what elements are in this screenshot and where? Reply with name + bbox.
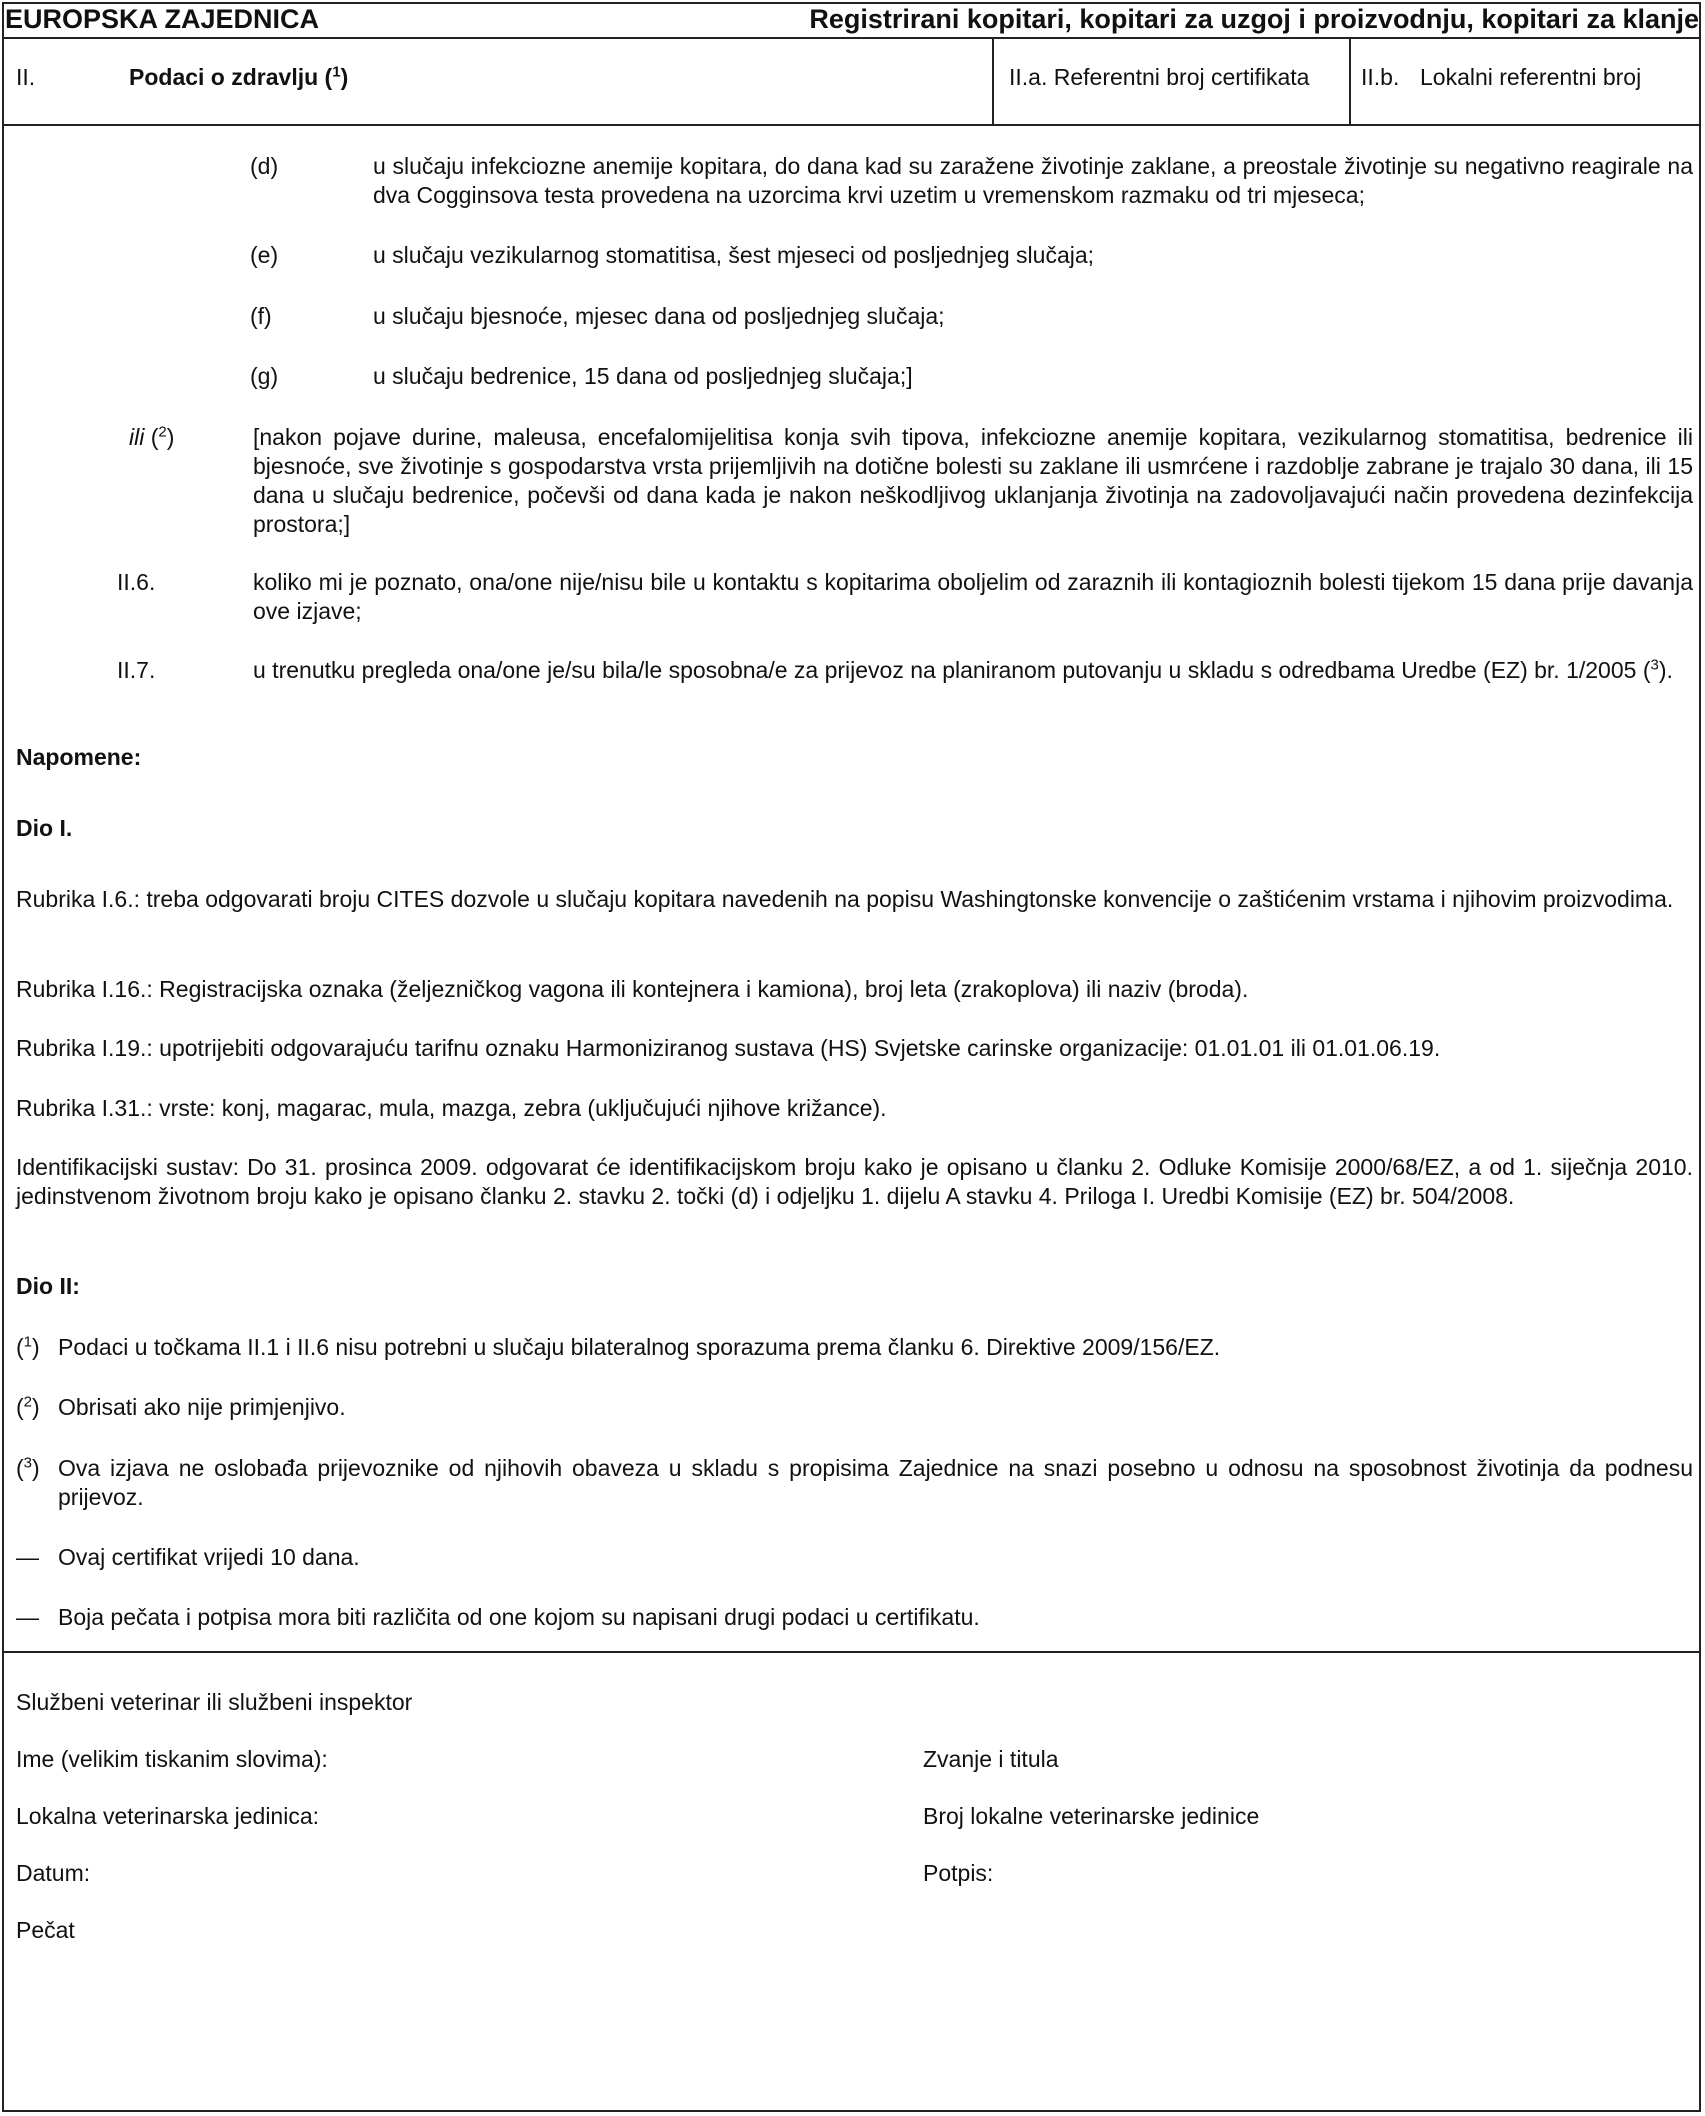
header-right-title: Registrirani kopitari, kopitari za uzgoj i proizvodnju, kopitari za klanje <box>809 4 1699 34</box>
section-roman: II. <box>16 64 36 90</box>
title-label: Zvanje i titula <box>923 1746 1059 1772</box>
name-label: Ime (velikim tiskanim slovima): <box>16 1746 328 1772</box>
note-rubrika-i31: Rubrika I.31.: vrste: konj, magarac, mula, mazga, zebra (uključujući njihove križance). <box>16 1095 887 1121</box>
item-mark-e: (e) <box>250 242 279 268</box>
ref-cert-label: II.a. Referentni broj certifikata <box>1009 64 1310 90</box>
ref-local-num: II.b. <box>1361 64 1400 90</box>
note-rubrika-i6: Rubrika I.6.: treba odgovarati broju CITES dozvole u slučaju kopitara navedenih na popisu Washingtonske konvencije o zaštićenim vrstama i njihovim proizvodima. <box>16 886 1674 912</box>
item-mark-f: (f) <box>250 303 272 329</box>
footnote-text-3: Ova izjava ne oslobađa prijevoznike od njihovih obaveza u skladu s propisima Zajednice na snazi posebno u odnosu na sposobnost životinja da podnesu prijevoz. <box>58 1455 1693 1510</box>
note-rubrika-i19: Rubrika I.19.: upotrijebiti odgovarajuću tarifnu oznaku Harmoniziranog sustava (HS) Svjetske carinske organizacije: 01.01.01 ili 01.01.06.19. <box>16 1035 1441 1061</box>
official-label: Službeni veterinar ili službeni inspektor <box>16 1689 413 1715</box>
signature-label: Potpis: <box>923 1860 994 1886</box>
header-divider <box>2 37 1701 39</box>
part1-heading: Dio I. <box>16 815 73 841</box>
footnote-text-1: Podaci u točkama II.1 i II.6 nisu potrebni u slučaju bilateralnog sporazuma prema članku 6. Direktive 2009/156/EZ. <box>58 1334 1221 1360</box>
item-text-g: u slučaju bedrenice, 15 dana od posljednjeg slučaja;] <box>373 363 913 389</box>
ii6-text: koliko mi je poznato, ona/one nije/nisu bile u kontaktu s kopitarima oboljelim od zaraznih ili kontagioznih bolesti tijekom 15 dana prije davanja ove izjave; <box>253 569 1693 624</box>
footnote-num-2: ($^2$) <box>16 1393 40 1420</box>
dash-text-1: Ovaj certifikat vrijedi 10 dana. <box>58 1544 360 1570</box>
notes-heading: Napomene: <box>16 744 142 770</box>
part2-heading: Dio II: <box>16 1273 80 1299</box>
footnote-num-1: ($^1$) <box>16 1333 40 1360</box>
ili-mark: ili ($^2$) <box>129 423 175 450</box>
item-text-f: u slučaju bjesnoće, mjesec dana od posljednjeg slučaja; <box>373 303 945 329</box>
section-title: Podaci o zdravlju ($^1$) <box>129 63 349 90</box>
dash-text-2: Boja pečata i potpisa mora biti različita od one kojom su napisani drugi podaci u certifikatu. <box>58 1604 980 1630</box>
section-divider <box>2 124 1701 126</box>
dash-mark-1: — <box>16 1544 39 1570</box>
item-mark-g: (g) <box>250 363 279 389</box>
signature-divider <box>2 1651 1701 1653</box>
item-text-e: u slučaju vezikularnog stomatitisa, šest mjeseci od posljednjeg slučaja; <box>373 242 1095 268</box>
ii7-num: II.7. <box>117 657 156 683</box>
ili-text: [nakon pojave durine, maleusa, encefalomijelitisa konja svih tipova, infekciozne anemije kopitara, vezikularnog stomatitisa, bedrenice ili bjesnoće, sve životinje s gospodarstva vrsta prijemljivih na dotične bolesti su zaklane ili usmrćene i razdoblje zabrane je trajalo 30 dana, ili 15 dana u slučaju bedrenice, počevši od dana kada je nakon neškodljivog uklanjanja životinja na zadovoljavajući način provedena dezinfekcija prostora;] <box>253 424 1693 537</box>
item-mark-d: (d) <box>250 153 279 179</box>
ii7-text: u trenutku pregleda ona/one je/su bila/le sposobna/e za prijevoz na planiranom putovanju u skladu s odredbama Uredbe (EZ) br. 1/2005 ($^3$). <box>253 656 1673 683</box>
footnote-text-2: Obrisati ako nije primjenjivo. <box>58 1394 346 1420</box>
footnote-num-3: ($^3$) <box>16 1454 40 1481</box>
date-label: Datum: <box>16 1860 91 1886</box>
stamp-label: Pečat <box>16 1917 75 1943</box>
note-identification: Identifikacijski sustav: Do 31. prosinca 2009. odgovarat će identifikacijskom broju kako je opisano u članku 2. Odluke Komisije 2000/68/EZ, a od 1. siječnja 2010. jedinstvenom životnom broju kako je opisano članku 2. stavku 2. točki (d) i odjeljku 1. dijelu A stavku 4. Priloga I. Uredbi Komisije (EZ) br. 504/2008. <box>16 1154 1693 1209</box>
unit-number-label: Broj lokalne veterinarske jedinice <box>923 1803 1260 1829</box>
item-text-d: u slučaju infekciozne anemije kopitara, do dana kad su zaražene životinje zaklane, a preostale životinje su negativno reagirale na dva Cogginsova testa provedena na uzorcima krvi uzetim u vremenskom razmaku od tri mjeseca; <box>373 153 1693 208</box>
section-col-divider-2 <box>1349 38 1351 125</box>
unit-label: Lokalna veterinarska jedinica: <box>16 1803 320 1829</box>
ref-local-label: Lokalni referentni broj <box>1420 64 1642 90</box>
header-left-title: EUROPSKA ZAJEDNICA <box>5 4 320 34</box>
dash-mark-2: — <box>16 1604 39 1630</box>
note-rubrika-i16: Rubrika I.16.: Registracijska oznaka (željezničkog vagona ili kontejnera i kamiona), broj leta (zrakoplova) ili naziv (broda). <box>16 976 1249 1002</box>
section-col-divider-1 <box>992 38 994 125</box>
ii6-num: II.6. <box>117 569 156 595</box>
